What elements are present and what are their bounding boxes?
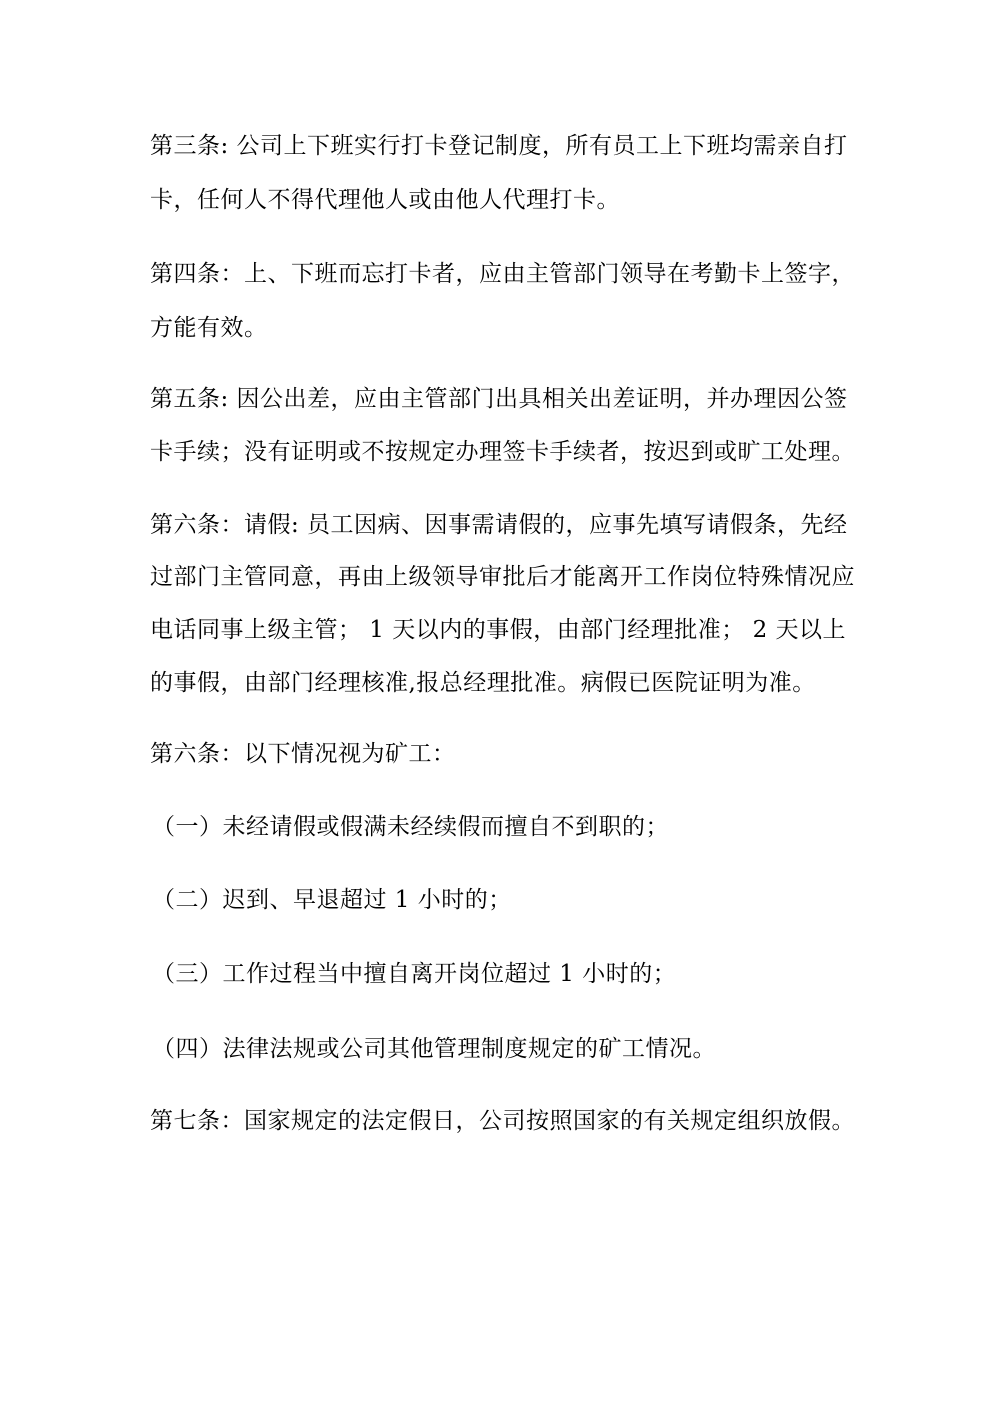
absence-item-2: （二）迟到、早退超过 1 小时的； bbox=[152, 887, 512, 913]
article-4-line-2: 方能有效。 bbox=[150, 315, 268, 341]
article-6-absence-heading: 第六条：以下情况视为矿工： bbox=[150, 741, 456, 767]
article-3-line-2: 卡，任何人不得代理他人或由他人代理打卡。 bbox=[150, 187, 620, 213]
article-6-leave-line-4: 的事假，由部门经理核准,报总经理批准。病假已医院证明为准。 bbox=[150, 670, 816, 696]
article-6-leave-line-2: 过部门主管同意，再由上级领导审批后才能离开工作岗位特殊情况应 bbox=[150, 564, 855, 590]
article-6-leave-line-3: 电话同事上级主管； 1 天以内的事假，由部门经理批准； 2 天以上 bbox=[150, 617, 847, 643]
article-6-leave-line-1: 第六条：请假: 员工因病、因事需请假的，应事先填写请假条，先经 bbox=[150, 512, 848, 538]
article-3-line-1: 第三条: 公司上下班实行打卡登记制度，所有员工上下班均需亲自打 bbox=[150, 133, 848, 159]
article-5-line-2: 卡手续；没有证明或不按规定办理签卡手续者，按迟到或旷工处理。 bbox=[150, 439, 855, 465]
article-4-line-1: 第四条：上、下班而忘打卡者，应由主管部门领导在考勤卡上签字， bbox=[150, 261, 855, 287]
article-7-line-1: 第七条：国家规定的法定假日，公司按照国家的有关规定组织放假。 bbox=[150, 1108, 855, 1134]
absence-item-4: （四）法律法规或公司其他管理制度规定的矿工情况。 bbox=[152, 1036, 716, 1062]
absence-item-1: （一）未经请假或假满未经续假而擅自不到职的； bbox=[152, 814, 669, 840]
article-5-line-1: 第五条: 因公出差，应由主管部门出具相关出差证明，并办理因公签 bbox=[150, 386, 848, 412]
absence-item-3: （三）工作过程当中擅自离开岗位超过 1 小时的； bbox=[152, 961, 677, 987]
